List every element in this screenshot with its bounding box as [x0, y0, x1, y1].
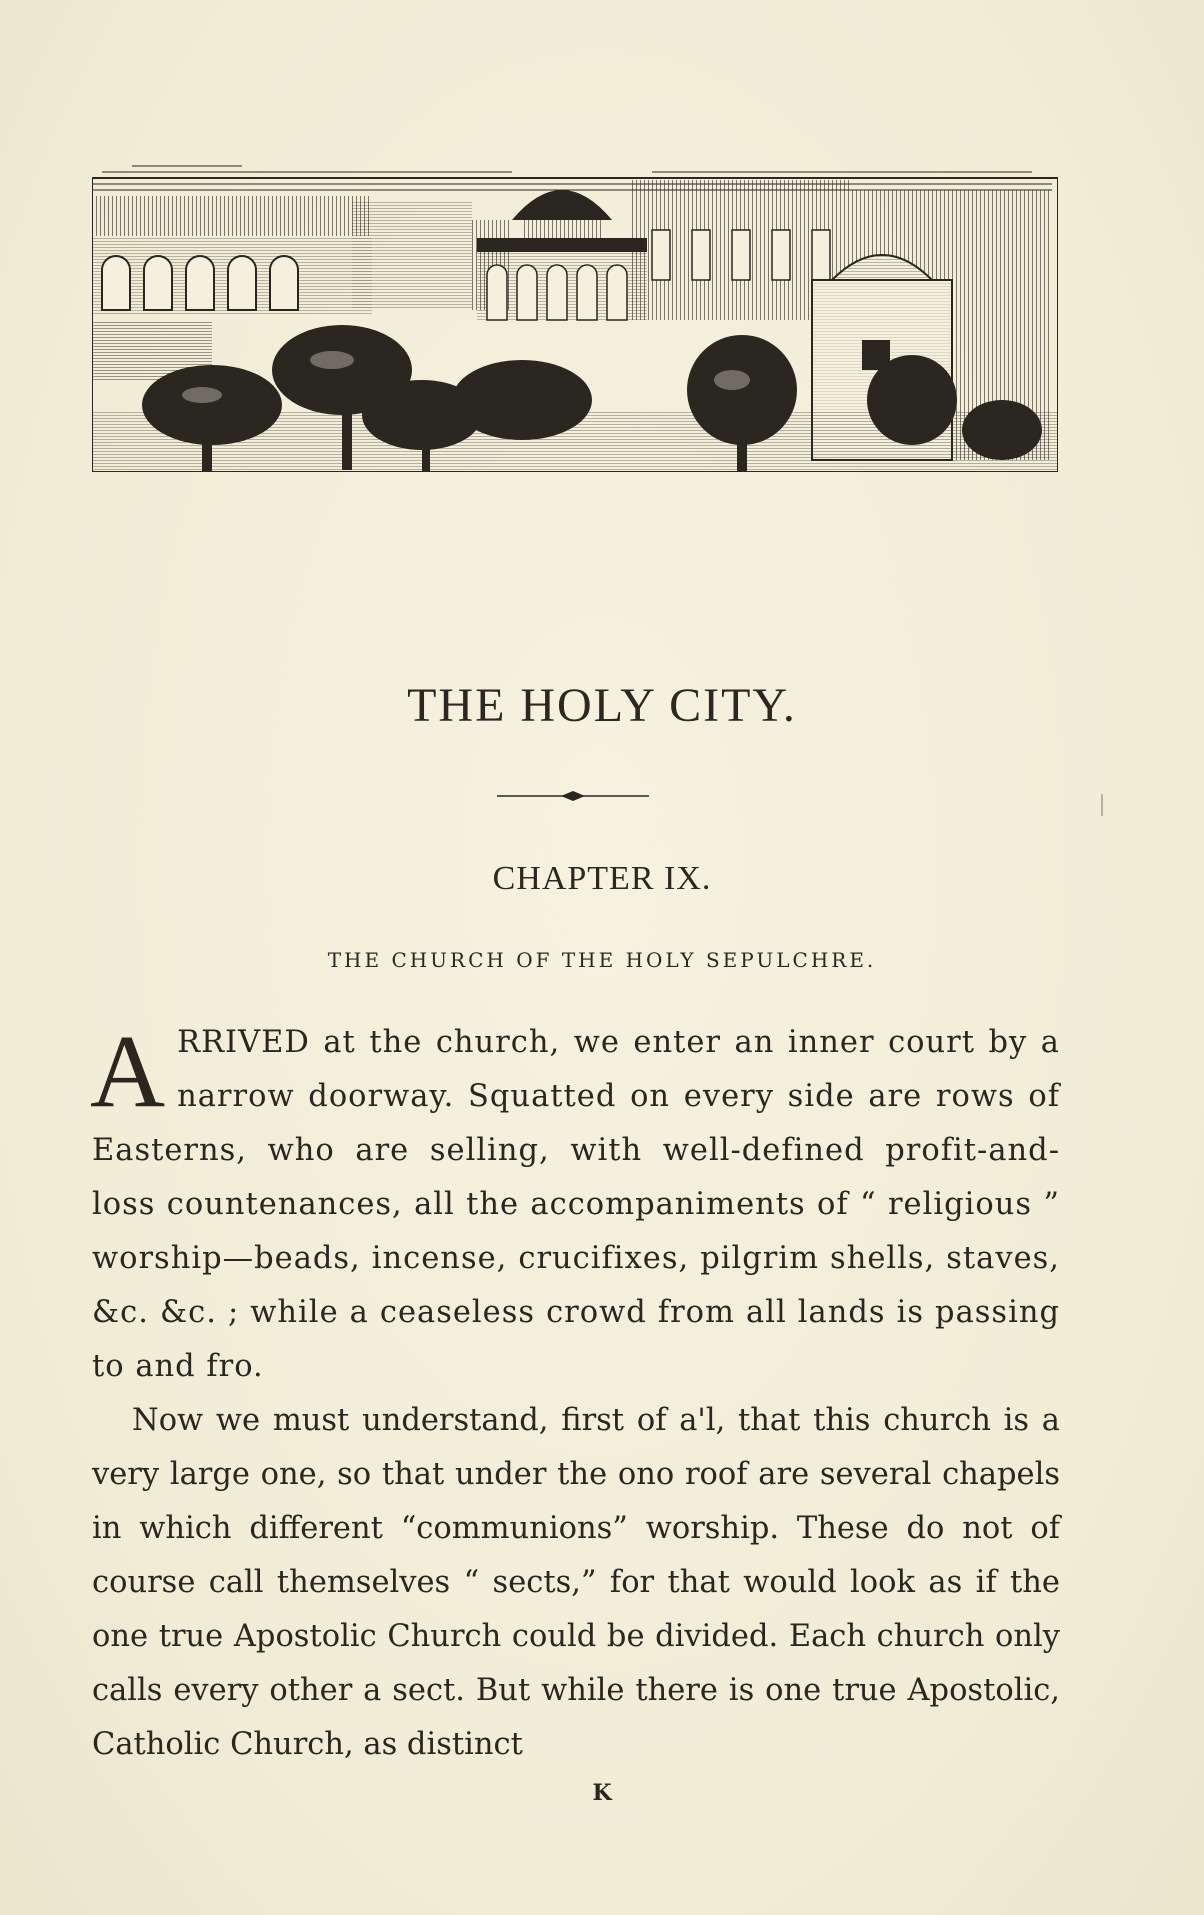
chapter-number: CHAPTER IX.: [492, 860, 712, 897]
headpiece-engraving: [92, 160, 1058, 472]
margin-mark: [1101, 794, 1103, 816]
paragraph-2: Now we must understand, first of a'l, that this church is a very large one, so that under the ono roof are several chapels in which different “communions” worship. These do not of course call themselves “ sects,” for that would look as if the one true Apostolic Church could be divided. Each church only calls every other a sect. But while there is one true Apostolic, Catholic Church, as distinct: [92, 1403, 1060, 1762]
diamond-rule-icon: [497, 790, 649, 802]
drop-cap: A: [90, 1014, 166, 1129]
chapter-subtitle: THE CHURCH OF THE HOLY SEPULCHRE.: [327, 948, 877, 972]
signature-mark: K: [592, 1780, 612, 1806]
paragraph-1-text: RRIVED at the church, we enter an inner court by a narrow doorway. Squatted on every side are rows of Easterns, who are selling, with well-defined profit-and-loss countenances, all the accompaniments of “ religious ” worship—beads, incense, crucifixes, pilgrim shells, staves, &c. &c. ; while a ceaseless crowd from all lands is passing to and fro.: [92, 1025, 1060, 1384]
engraving-jerusalem-temple-mount: [92, 160, 1058, 472]
chapter-heading: THE HOLY CITY.: [407, 679, 797, 732]
paragraph-1: [92, 1016, 1060, 1394]
body-text: [92, 1016, 1060, 1772]
